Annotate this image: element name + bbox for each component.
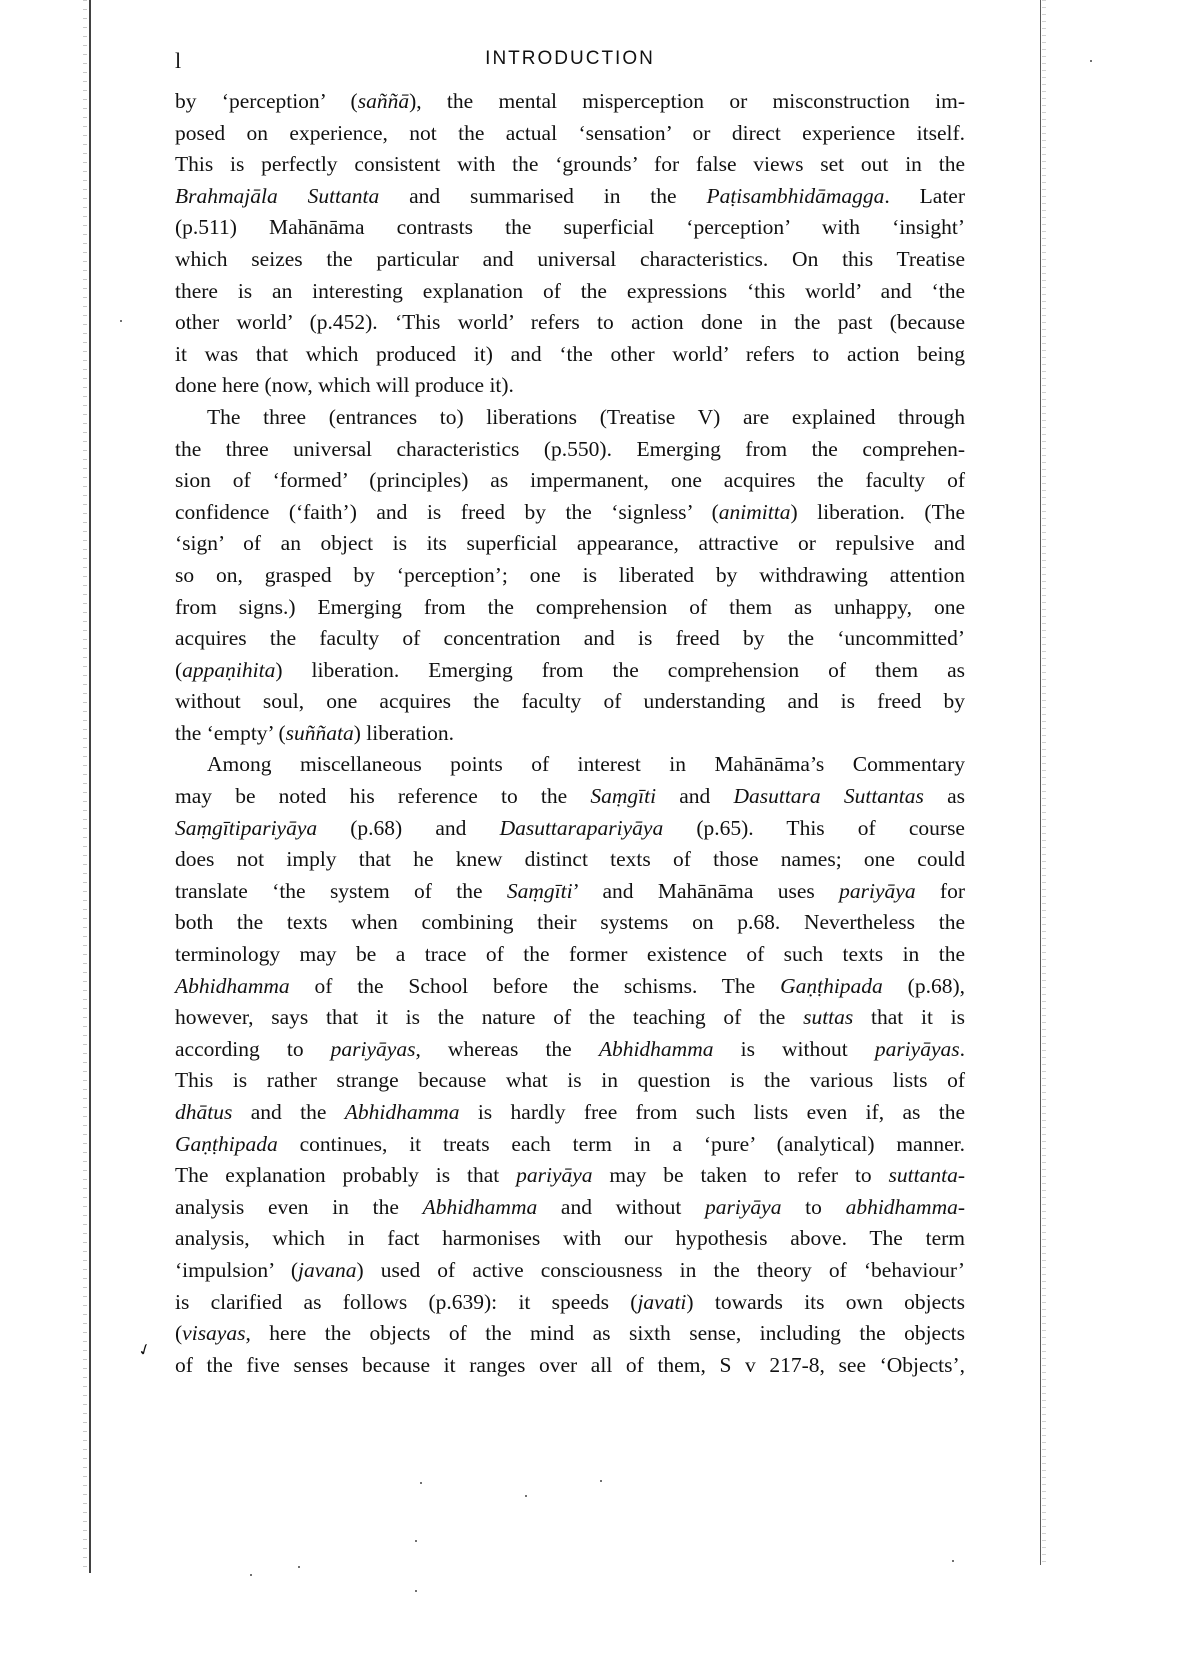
scan-speck xyxy=(120,320,122,322)
text-line xyxy=(175,1192,965,1224)
text-line xyxy=(175,497,965,529)
text-run: and summarised in the xyxy=(379,183,707,208)
text-line xyxy=(175,1255,965,1287)
scan-speck xyxy=(250,1574,252,1576)
italic-term: pariyāya xyxy=(705,1194,782,1219)
text-line xyxy=(175,244,965,276)
scan-edge-left xyxy=(89,0,91,1573)
text-line xyxy=(175,149,965,181)
body-text xyxy=(175,86,965,1381)
text-line xyxy=(175,1065,965,1097)
text-line xyxy=(175,813,965,845)
text-line xyxy=(175,307,965,339)
scan-speck xyxy=(525,1495,527,1497)
text-run: analysis even in the xyxy=(175,1194,423,1219)
text-run: as xyxy=(923,784,965,809)
scan-speck xyxy=(415,1540,417,1542)
italic-term: Gaṇṭhipada xyxy=(175,1131,278,1156)
italic-term: pariyāya xyxy=(516,1163,593,1188)
scan-speck xyxy=(952,1560,954,1562)
text-run: continues, it treats each term in a ‘pure’ (analytical) manner. xyxy=(277,1131,965,1156)
text-run: done here (now, which will produce it). xyxy=(175,373,514,398)
text-run: which seizes the particular and universal characteristics. On this Treatise xyxy=(175,246,965,271)
scan-speck xyxy=(1090,60,1092,62)
text-run: to xyxy=(781,1194,846,1219)
text-line xyxy=(175,528,965,560)
scan-speck xyxy=(420,1482,422,1484)
italic-term: saññā xyxy=(357,89,410,113)
text-line xyxy=(175,402,965,434)
text-run: so on, grasped by ‘perception’; one is liberated by withdrawing attention xyxy=(175,562,965,587)
text-line xyxy=(175,86,965,118)
text-run: ‘impulsion’ ( xyxy=(175,1257,298,1282)
text-run: terminology may be a trace of the former existence of such texts in the xyxy=(175,942,965,967)
italic-term: suttas xyxy=(803,1005,854,1030)
text-run: analysis, which in fact harmonises with our hypothesis above. The term xyxy=(175,1226,965,1251)
italic-term: Saṃgīti xyxy=(506,878,573,903)
text-line xyxy=(175,1034,965,1066)
text-run: ( xyxy=(175,1321,183,1346)
text-line xyxy=(175,1160,965,1192)
text-run: This is perfectly consistent with the ‘grounds’ for false views set out in the xyxy=(175,152,965,177)
text-run: ’ and Mahānāma uses xyxy=(572,878,840,903)
italic-term: Dasuttara Suttantas xyxy=(733,784,924,809)
text-line xyxy=(175,939,965,971)
text-line xyxy=(175,1097,965,1129)
text-run: . Later xyxy=(884,183,965,208)
text-run: ) liberation. Emerging from the comprehension of them as xyxy=(275,657,965,682)
italic-term: suttanta- xyxy=(888,1163,965,1188)
text-run: acquires the faculty of concentration and is freed by the ‘uncommitted’ xyxy=(175,626,965,651)
text-run: by ‘perception’ ( xyxy=(175,89,358,113)
text-run: is hardly free from such lists even if, as the xyxy=(459,1100,965,1124)
text-run: The three (entrances to) liberations (Treatise V) are explained through xyxy=(207,404,965,429)
text-line xyxy=(175,1002,965,1034)
text-run: The explanation probably is that xyxy=(175,1163,517,1188)
text-line xyxy=(175,276,965,308)
text-line xyxy=(175,118,965,150)
text-run: ) towards its own objects xyxy=(686,1289,965,1314)
italic-term: Saṃgīti xyxy=(590,784,657,809)
text-line xyxy=(175,623,965,655)
text-run: does not imply that he knew distinct texts of those names; one could xyxy=(175,847,965,872)
text-run: of the five senses because it ranges over all of them, S v 217-8, see ‘Objects’, xyxy=(175,1352,965,1377)
italic-term: Paṭisambhidāmagga xyxy=(706,183,885,208)
italic-term: Abhidhamma xyxy=(344,1100,460,1124)
text-line xyxy=(175,560,965,592)
text-line xyxy=(175,1350,965,1382)
text-run: from signs.) Emerging from the comprehension of them as unhappy, one xyxy=(175,594,965,619)
text-run: , whereas the xyxy=(415,1036,599,1061)
italic-term: javana xyxy=(298,1257,357,1282)
text-run: according to xyxy=(175,1036,331,1061)
scan-speck xyxy=(298,1566,300,1568)
text-run: and without xyxy=(537,1194,706,1219)
italic-term: Dasuttarapariyāya xyxy=(499,815,664,840)
italic-term: Brahmajāla Suttanta xyxy=(175,183,380,208)
text-run: (p.65). This of course xyxy=(663,815,965,840)
text-line xyxy=(175,1223,965,1255)
text-run: there is an interesting explanation of the expressions ‘this world’ and ‘the xyxy=(175,278,965,303)
italic-term: visayas xyxy=(182,1321,246,1346)
scan-speck xyxy=(600,1480,602,1482)
italic-term: Gaṇṭhipada xyxy=(780,973,883,998)
text-run: ‘sign’ of an object is its superficial appearance, attractive or repulsive and xyxy=(175,531,965,556)
italic-term: suññata xyxy=(285,720,354,745)
text-line xyxy=(175,434,965,466)
text-run: ) liberation. (The xyxy=(790,499,965,524)
text-line xyxy=(175,592,965,624)
scan-speck xyxy=(415,1590,417,1592)
text-run: . xyxy=(959,1036,965,1061)
italic-term: Saṃgītipariyāya xyxy=(175,815,318,840)
text-line xyxy=(175,971,965,1003)
text-line xyxy=(175,181,965,213)
text-run: ) used of active consciousness in the theory of ‘behaviour’ xyxy=(356,1257,965,1282)
text-line xyxy=(175,465,965,497)
text-run: ), the mental misperception or misconstruction im- xyxy=(409,89,966,113)
text-line xyxy=(175,844,965,876)
italic-term: Abhidhamma xyxy=(598,1036,714,1061)
text-run: may be noted his reference to the xyxy=(175,784,591,809)
italic-term: Abhidhamma xyxy=(175,973,290,998)
text-run: is without xyxy=(713,1036,875,1061)
text-run: however, says that it is the nature of the teaching of the xyxy=(175,1005,804,1030)
text-run: (p.511) Mahānāma contrasts the superficial ‘perception’ with ‘insight’ xyxy=(175,215,965,240)
pencil-check-mark-icon: ✓ xyxy=(135,1340,155,1361)
text-run: the three universal characteristics (p.550). Emerging from the comprehen- xyxy=(175,436,965,461)
text-run: sion of ‘formed’ (principles) as impermanent, one acquires the faculty of xyxy=(175,468,965,493)
text-run: for xyxy=(915,878,965,903)
text-line xyxy=(175,1318,965,1350)
italic-term: animitta xyxy=(718,499,791,524)
text-run: (p.68), xyxy=(882,973,965,998)
text-run: posed on experience, not the actual ‘sensation’ or direct experience itself. xyxy=(175,120,965,145)
text-run: , here the objects of the mind as sixth sense, including the objects xyxy=(245,1321,965,1346)
running-head xyxy=(175,46,965,78)
page-title: INTRODUCTION xyxy=(485,48,655,69)
text-line xyxy=(175,370,965,402)
italic-term: pariyāyas xyxy=(330,1036,416,1061)
text-run: without soul, one acquires the faculty of understanding and is freed by xyxy=(175,689,965,714)
text-line xyxy=(175,686,965,718)
text-line xyxy=(175,655,965,687)
italic-term: javati xyxy=(637,1289,687,1314)
text-run: other world’ (p.452). ‘This world’ refers to action done in the past (because xyxy=(175,310,965,335)
text-run: both the texts when combining their systems on p.68. Nevertheless the xyxy=(175,910,965,935)
italic-term: pariyāyas xyxy=(874,1036,960,1061)
italic-term: appaṇihita xyxy=(182,657,276,682)
text-run: and the xyxy=(232,1100,345,1124)
italic-term: dhātus xyxy=(175,1100,233,1124)
text-line xyxy=(175,781,965,813)
text-run: translate ‘the system of the xyxy=(175,878,507,903)
text-run: ) liberation. xyxy=(353,720,455,745)
text-line xyxy=(175,339,965,371)
text-line xyxy=(175,876,965,908)
text-run: ( xyxy=(175,657,183,682)
text-run: is clarified as follows (p.639): it speeds ( xyxy=(175,1289,638,1314)
text-run: the ‘empty’ ( xyxy=(175,720,286,745)
text-run: and xyxy=(656,784,734,809)
text-line xyxy=(175,1287,965,1319)
text-line xyxy=(175,1129,965,1161)
text-run: Among miscellaneous points of interest in Mahānāma’s Commentary xyxy=(207,752,965,777)
italic-term: abhidhamma- xyxy=(845,1194,965,1219)
page-number: l xyxy=(175,48,183,73)
text-run: may be taken to refer to xyxy=(592,1163,889,1188)
text-line xyxy=(175,749,965,781)
text-run: that it is xyxy=(853,1005,965,1030)
text-run: (p.68) and xyxy=(317,815,500,840)
text-line xyxy=(175,212,965,244)
text-run: of the School before the schisms. The xyxy=(289,973,781,998)
scan-edge-right xyxy=(1040,0,1041,1565)
text-line xyxy=(175,907,965,939)
text-line xyxy=(175,718,965,750)
italic-term: Abhidhamma xyxy=(422,1194,538,1219)
italic-term: pariyāya xyxy=(839,878,916,903)
text-run: This is rather strange because what is in question is the various lists of xyxy=(175,1068,965,1093)
text-run: confidence (‘faith’) and is freed by the ‘signless’ ( xyxy=(175,499,719,524)
text-run: it was that which produced it) and ‘the other world’ refers to action being xyxy=(175,341,965,366)
